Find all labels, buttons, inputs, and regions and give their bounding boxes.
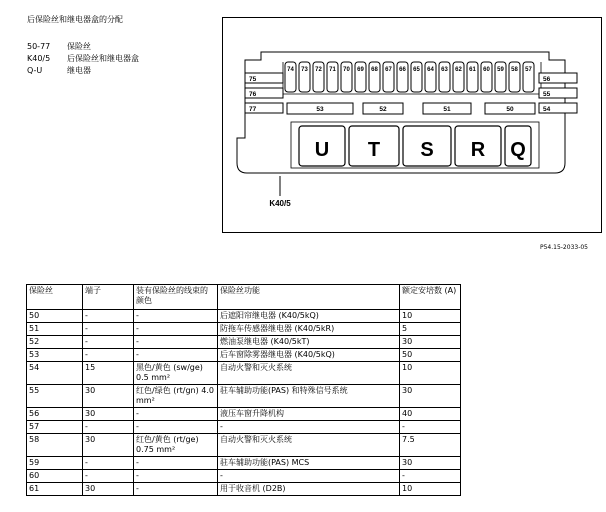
cell-wire-color: 黑色/黄色 (sw/ge) 0.5 mm²	[134, 362, 218, 385]
cell-wire-color: -	[134, 457, 218, 470]
cell-wire-color: -	[134, 310, 218, 323]
relay-label-R: R	[470, 139, 486, 161]
page-title: 后保险丝和继电器盒的分配	[27, 15, 123, 24]
table-row	[27, 323, 461, 336]
fuse-label-52: 52	[379, 106, 387, 113]
cell-wire-color: -	[134, 349, 218, 362]
legend	[27, 41, 139, 77]
legend-item	[27, 53, 139, 65]
cell-rating: 5	[400, 323, 461, 336]
table-row	[27, 457, 461, 470]
cell-function: 用于收音机 (D2B)	[218, 483, 400, 496]
table-row	[27, 362, 461, 385]
fuse-label-53: 53	[316, 106, 324, 113]
fuse-label-72: 72	[315, 67, 322, 73]
table-row	[27, 470, 461, 483]
cell-rating: 7.5	[400, 434, 461, 457]
cell-function: 燃油泵继电器 (K40/5kT)	[218, 336, 400, 349]
legend-item	[27, 41, 139, 53]
table-row	[27, 408, 461, 421]
legend-item	[27, 65, 139, 77]
cell-terminal: -	[83, 349, 134, 362]
cell-fuse: 54	[27, 362, 83, 385]
cell-function: 自动火警和灭火系统	[218, 362, 400, 385]
cell-terminal: 30	[83, 434, 134, 457]
cell-terminal: -	[83, 421, 134, 434]
cell-wire-color: -	[134, 408, 218, 421]
cell-function: 防拖车传感器继电器 (K40/5kR)	[218, 323, 400, 336]
header-fuse: 保险丝	[27, 285, 83, 310]
cell-rating: 40	[400, 408, 461, 421]
cell-fuse: 60	[27, 470, 83, 483]
fuse-label-56: 56	[543, 76, 551, 83]
legend-key: K40/5	[27, 54, 51, 63]
legend-key: 50-77	[27, 42, 51, 51]
cell-function: -	[218, 470, 400, 483]
cell-rating: 10	[400, 483, 461, 496]
diagram-code: P54.15-2033-05	[539, 244, 588, 251]
fuse-label-76: 76	[249, 91, 257, 98]
cell-function: 液压车窗升降机构	[218, 408, 400, 421]
cell-terminal: -	[83, 323, 134, 336]
cell-terminal: -	[83, 310, 134, 323]
cell-terminal: 15	[83, 362, 134, 385]
cell-wire-color: 红色/黄色 (rt/ge) 0.75 mm²	[134, 434, 218, 457]
fuse-label-74: 74	[287, 67, 294, 73]
table-header-row	[27, 285, 461, 310]
cell-wire-color: -	[134, 336, 218, 349]
cell-function: 后遮阳帘继电器 (K40/5kQ)	[218, 310, 400, 323]
cell-wire-color: -	[134, 323, 218, 336]
cell-fuse: 61	[27, 483, 83, 496]
fuse-table	[26, 284, 461, 496]
fuse-label-61: 61	[469, 67, 476, 73]
fuse-box-diagram-panel	[222, 17, 602, 233]
fuse-label-57: 57	[525, 67, 532, 73]
table-row	[27, 310, 461, 323]
fuse-label-62: 62	[455, 67, 462, 73]
table-row	[27, 421, 461, 434]
cell-fuse: 50	[27, 310, 83, 323]
table-row	[27, 336, 461, 349]
fuse-label-67: 67	[385, 67, 392, 73]
cell-function: 自动火警和灭火系统	[218, 434, 400, 457]
table-row	[27, 385, 461, 408]
box-label: K40/5	[269, 199, 291, 208]
relay-label-Q: Q	[510, 139, 526, 161]
fuse-label-51: 51	[443, 106, 451, 113]
fuse-label-69: 69	[357, 67, 364, 73]
fuse-label-55: 55	[543, 91, 551, 98]
cell-wire-color: 红色/绿色 (rt/gn) 4.0 mm²	[134, 385, 218, 408]
legend-label: 后保险丝和继电器盒	[67, 54, 139, 63]
cell-terminal: -	[83, 470, 134, 483]
fuse-label-77: 77	[249, 106, 257, 113]
cell-function: 后车窗除雾器继电器 (K40/5kQ)	[218, 349, 400, 362]
header-rating: 额定安培数 (A)	[400, 285, 461, 310]
cell-rating: 10	[400, 310, 461, 323]
fuse-label-58: 58	[511, 67, 518, 73]
cell-rating: -	[400, 421, 461, 434]
fuse-label-65: 65	[413, 67, 420, 73]
table-row	[27, 349, 461, 362]
cell-rating: 50	[400, 349, 461, 362]
cell-rating: 30	[400, 457, 461, 470]
cell-rating: 30	[400, 336, 461, 349]
legend-label: 保险丝	[67, 42, 91, 51]
cell-rating: 10	[400, 362, 461, 385]
cell-terminal: -	[83, 457, 134, 470]
header-wire-color: 装有保险丝的线束的颜色	[134, 285, 218, 310]
cell-rating: 30	[400, 385, 461, 408]
relay-label-T: T	[367, 139, 381, 161]
cell-fuse: 57	[27, 421, 83, 434]
header-terminal: 端子	[83, 285, 134, 310]
fuse-label-64: 64	[427, 67, 434, 73]
cell-fuse: 59	[27, 457, 83, 470]
cell-terminal: 30	[83, 408, 134, 421]
cell-fuse: 55	[27, 385, 83, 408]
cell-fuse: 58	[27, 434, 83, 457]
cell-rating: -	[400, 470, 461, 483]
cell-function: 驻车辅助功能(PAS) 和特殊信号系统	[218, 385, 400, 408]
cell-terminal: 30	[83, 385, 134, 408]
fuse-label-75: 75	[249, 76, 257, 83]
relay-label-S: S	[420, 139, 434, 161]
cell-fuse: 51	[27, 323, 83, 336]
legend-label: 继电器	[67, 66, 91, 75]
header-function: 保险丝功能	[218, 285, 400, 310]
cell-function: 驻车辅助功能(PAS) MCS	[218, 457, 400, 470]
cell-fuse: 52	[27, 336, 83, 349]
fuse-label-73: 73	[301, 67, 308, 73]
cell-terminal: -	[83, 336, 134, 349]
cell-fuse: 56	[27, 408, 83, 421]
fuse-label-68: 68	[371, 67, 378, 73]
fuse-label-59: 59	[497, 67, 504, 73]
fuse-label-60: 60	[483, 67, 490, 73]
fuse-label-63: 63	[441, 67, 448, 73]
table-row	[27, 483, 461, 496]
cell-wire-color: -	[134, 421, 218, 434]
cell-fuse: 53	[27, 349, 83, 362]
fuse-box-diagram	[223, 18, 601, 232]
cell-wire-color: -	[134, 470, 218, 483]
cell-function: -	[218, 421, 400, 434]
fuse-label-66: 66	[399, 67, 406, 73]
fuse-label-54: 54	[543, 106, 551, 113]
cell-wire-color: -	[134, 483, 218, 496]
fuse-label-70: 70	[343, 67, 350, 73]
legend-key: Q-U	[27, 66, 43, 75]
fuse-label-71: 71	[329, 67, 336, 73]
fuse-label-50: 50	[506, 106, 514, 113]
table-row	[27, 434, 461, 457]
cell-terminal: 30	[83, 483, 134, 496]
relay-label-U: U	[314, 139, 330, 161]
